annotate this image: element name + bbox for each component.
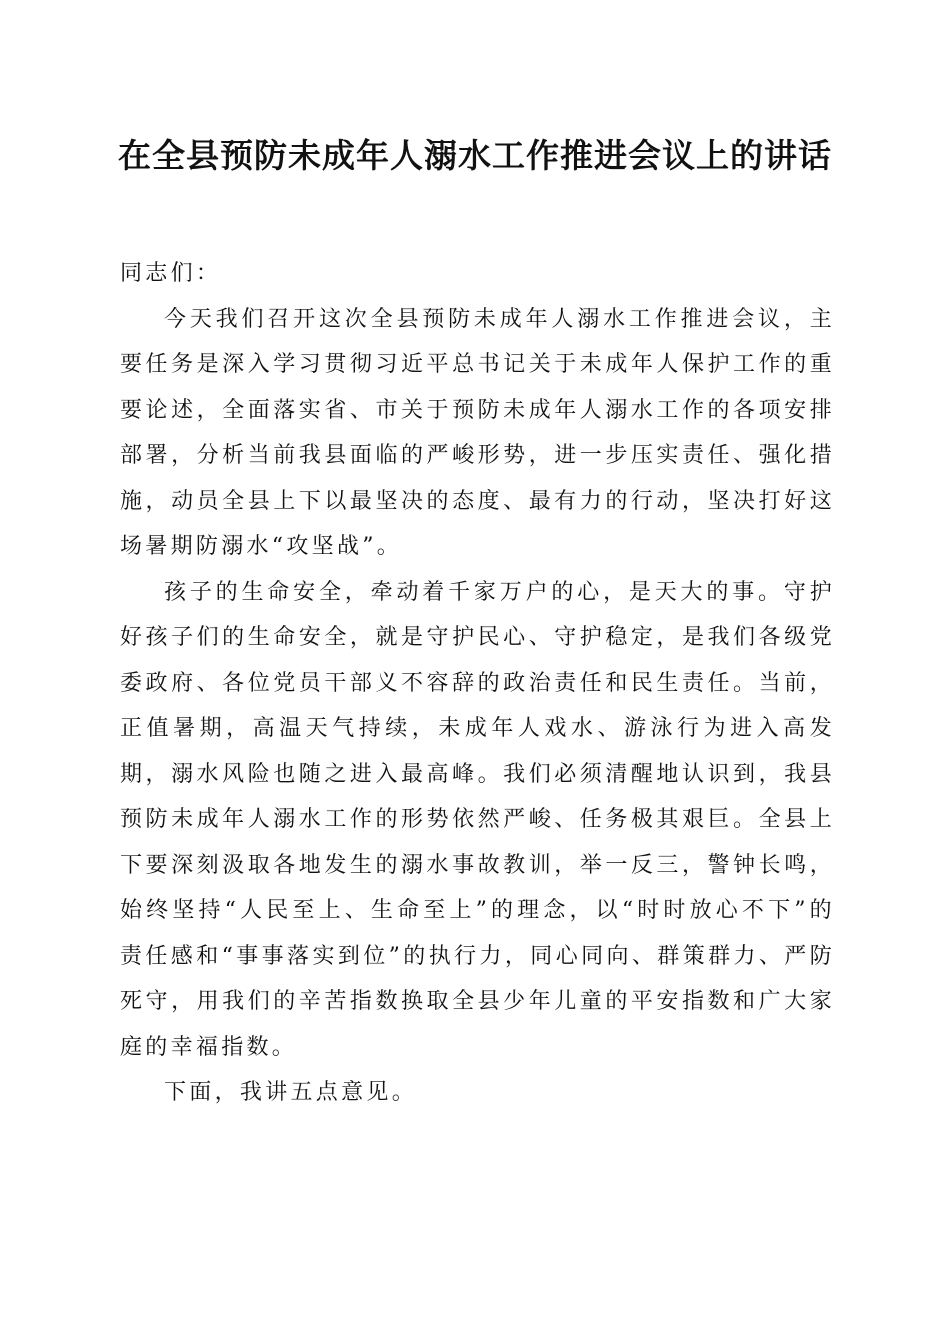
paragraph-transition: 下面，我讲五点意见。	[164, 1080, 418, 1105]
paragraph-opening: 今天我们召开这次全县预防未成年人溺水工作推进会议，主要任务是深入学习贯彻习近平总书记关于未成年人保护工作的重要论述，全面落实省、市关于预防未成年人溺水工作的各项安排部署，分析当前我县面临的严峻形势，进一步压实责任、强化措施，动员全县上下以最坚决的态度、最有力的行动，坚决打好这场暑期防溺水“攻坚战”。	[120, 306, 835, 559]
salutation: 同志们：	[120, 261, 222, 286]
paragraph-situation: 孩子的生命安全，牵动着千家万户的心，是天大的事。守护好孩子们的生命安全，就是守护民心、守护稳定，是我们各级党委政府、各位党员干部义不容辞的政治责任和民生责任。当前，正值暑期，高温天气持续，未成年人戏水、游泳行为进入高发期，溺水风险也随之进入最高峰。我们必须清醒地认识到，我县预防未成年人溺水工作的形势依然严峻、任务极其艰巨。全县上下要深刻汲取各地发生的溺水事故教训，举一反三，警钟长鸣，始终坚持“人民至上、生命至上”的理念，以“时时放心不下”的责任感和“事事落实到位”的执行力，同心同向、群策群力、严防死守，用我们的辛苦指数换取全县少年儿童的平安指数和广大家庭的幸福指数。	[120, 579, 835, 1060]
document-body	[120, 251, 835, 1116]
document-title: 在全县预防未成年人溺水工作推进会议上的讲话	[118, 136, 832, 175]
